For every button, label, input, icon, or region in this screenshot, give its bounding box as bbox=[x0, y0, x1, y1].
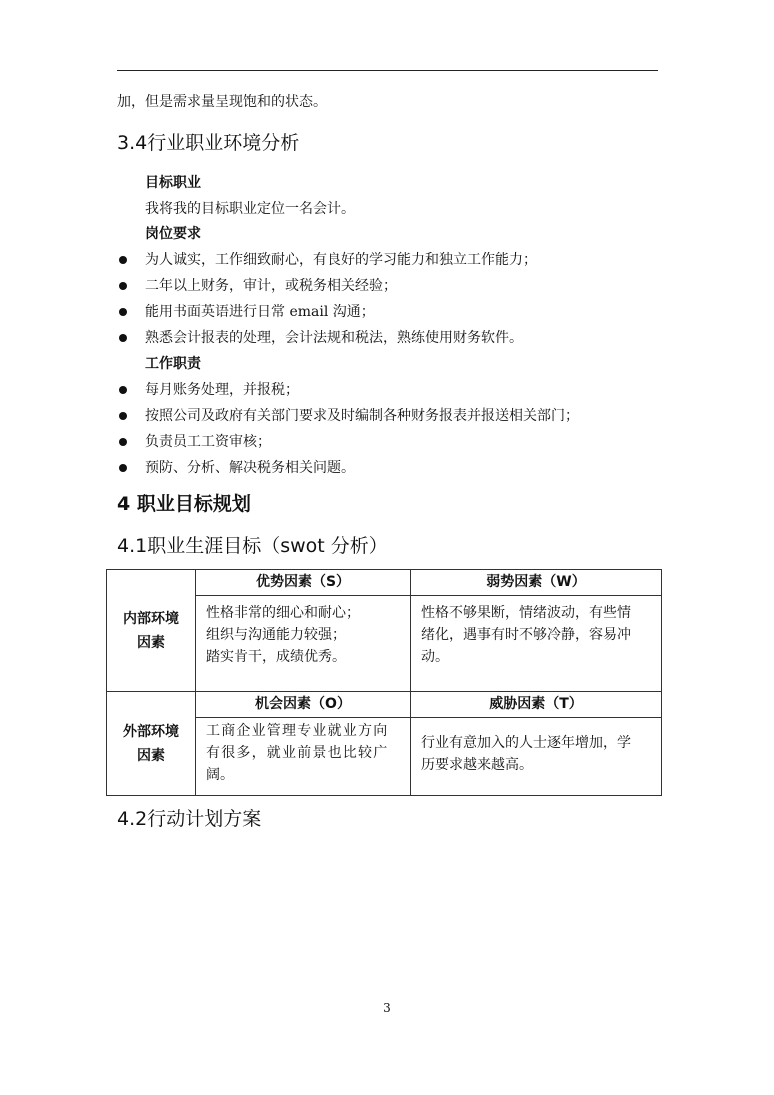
weaknesses-header: 弱势因素（W） bbox=[410, 569, 662, 596]
target-job-text: 我将我的目标职业定位一名会计。 bbox=[145, 201, 355, 217]
weaknesses-cell: 性格不够果断，情绪波动，有些情 绪化，遇事有时不够冷静，容易冲 动。 bbox=[410, 595, 662, 692]
external-factors-label: 外部环境 因素 bbox=[106, 691, 196, 796]
intro-fragment: 加，但是需求量呈现饱和的状态。 bbox=[117, 94, 327, 110]
threats-cell: 行业有意加入的人士逐年增加，学 历要求越来越高。 bbox=[410, 717, 662, 796]
requirements-label: 岗位要求 bbox=[145, 226, 201, 242]
page-number: 3 bbox=[383, 1001, 391, 1015]
bullet-icon bbox=[119, 464, 127, 472]
opportunities-header: 机会因素（O） bbox=[195, 691, 411, 718]
bullet-icon bbox=[119, 386, 127, 394]
bullet-icon bbox=[119, 334, 127, 342]
threats-header: 威胁因素（T） bbox=[410, 691, 662, 718]
bullet-icon bbox=[119, 308, 127, 316]
section-3-4-title: 3.4行业职业环境分析 bbox=[117, 132, 300, 154]
bullet-icon bbox=[119, 256, 127, 264]
section-4-1-title: 4.1职业生涯目标（swot 分析） bbox=[117, 535, 388, 557]
section-4-2-title: 4.2行动计划方案 bbox=[117, 808, 262, 830]
bullet-icon bbox=[119, 412, 127, 420]
duties-label: 工作职责 bbox=[145, 356, 201, 372]
swot-table bbox=[106, 569, 662, 796]
target-job-label: 目标职业 bbox=[145, 175, 201, 191]
section-4-title: 4 职业目标规划 bbox=[117, 493, 251, 515]
internal-factors-label: 内部环境 因素 bbox=[106, 569, 196, 692]
strengths-header: 优势因素（S） bbox=[195, 569, 411, 596]
bullet-icon bbox=[119, 282, 127, 290]
bullet-icon bbox=[119, 438, 127, 446]
opportunities-cell: 工商企业管理专业就业方向 有很多，就业前景也比较广 阔。 bbox=[195, 717, 411, 796]
header-rule bbox=[117, 70, 658, 71]
strengths-cell: 性格非常的细心和耐心； 组织与沟通能力较强； 踏实肯干，成绩优秀。 bbox=[195, 595, 411, 692]
